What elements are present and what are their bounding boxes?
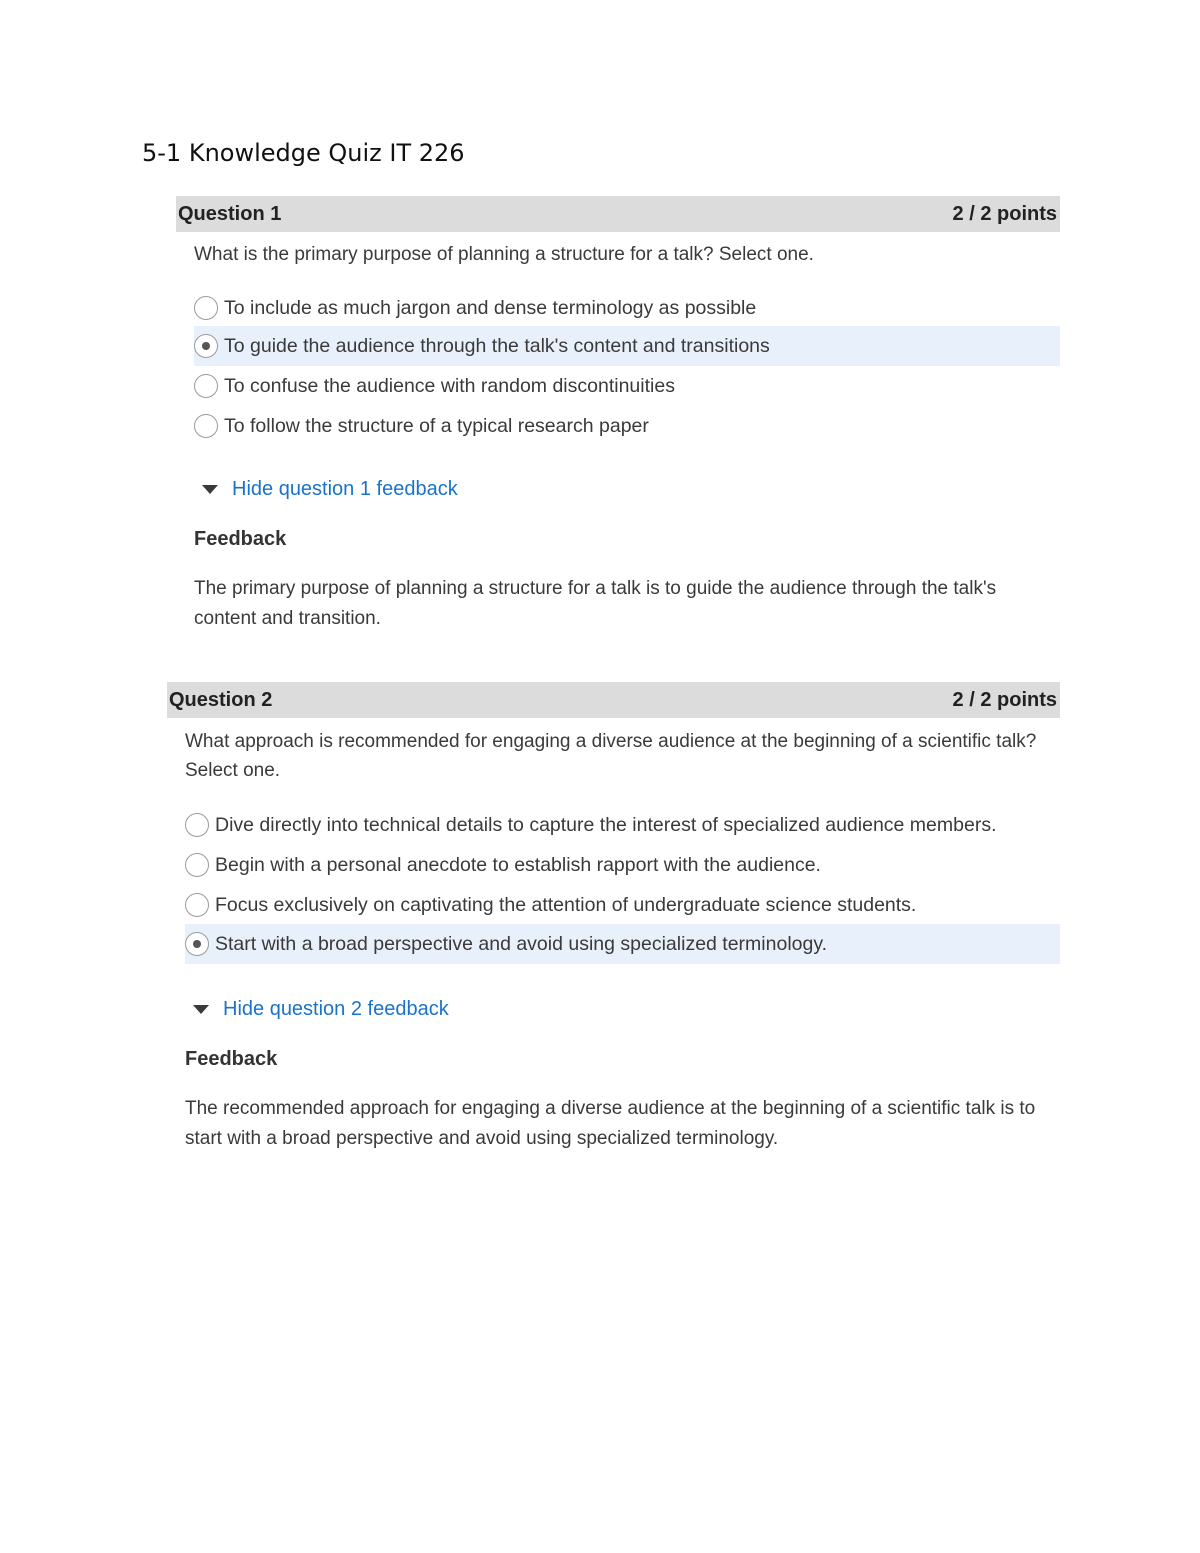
radio-button[interactable] (194, 374, 218, 398)
answer-choice-label: To confuse the audience with random discontinuities (224, 374, 675, 397)
hide-feedback-toggle[interactable] (193, 998, 449, 1021)
radio-button[interactable] (185, 813, 209, 837)
answer-choice-label: Begin with a personal anecdote to establish rapport with the audience. (215, 853, 821, 876)
caret-down-icon (193, 1005, 209, 1014)
feedback-text: The primary purpose of planning a structure for a talk is to guide the audience through the talk's content and transition. (194, 578, 997, 629)
radio-button-checked[interactable] (194, 334, 218, 358)
answer-choice[interactable] (194, 406, 1060, 446)
feedback-text: The recommended approach for engaging a diverse audience at the beginning of a scientific talk is to start with a broad perspective and avoid using specialized terminology. (185, 1098, 1036, 1149)
question-header (167, 682, 1060, 718)
hide-feedback-link[interactable]: Hide question 1 feedback (232, 478, 458, 500)
caret-down-icon (202, 485, 218, 494)
question-score: 2 / 2 points (952, 202, 1057, 225)
answer-choice-label: Focus exclusively on captivating the attention of undergraduate science students. (215, 893, 917, 916)
answer-choice-label: To guide the audience through the talk's content and transitions (224, 334, 770, 357)
answer-choice[interactable] (185, 885, 1060, 925)
feedback-heading: Feedback (194, 528, 287, 550)
radio-button[interactable] (185, 893, 209, 917)
answer-choice-label: To follow the structure of a typical research paper (224, 414, 649, 437)
answer-choice[interactable] (194, 366, 1060, 406)
answer-choice-label: Dive directly into technical details to capture the interest of specialized audience members. (215, 813, 997, 836)
hide-feedback-link[interactable]: Hide question 2 feedback (223, 998, 449, 1020)
answer-choice-label: To include as much jargon and dense terminology as possible (224, 296, 757, 319)
answer-choice[interactable] (185, 845, 1060, 885)
radio-button[interactable] (185, 853, 209, 877)
answer-choice-label: Start with a broad perspective and avoid using specialized terminology. (215, 932, 828, 955)
feedback-heading: Feedback (185, 1048, 278, 1070)
question-score: 2 / 2 points (952, 688, 1057, 711)
answer-choice-selected[interactable] (185, 924, 1060, 964)
answer-choice[interactable] (194, 288, 1060, 328)
radio-button[interactable] (194, 296, 218, 320)
question-header (176, 196, 1060, 232)
question-label: Question 2 (169, 688, 273, 711)
radio-button[interactable] (194, 414, 218, 438)
answer-choice[interactable] (185, 805, 1060, 845)
answer-choice-selected[interactable] (194, 326, 1060, 366)
question-prompt: What is the primary purpose of planning a structure for a talk? Select one. (194, 244, 814, 265)
question-label: Question 1 (178, 202, 282, 225)
radio-button-checked[interactable] (185, 932, 209, 956)
hide-feedback-toggle[interactable] (202, 478, 458, 501)
question-prompt: What approach is recommended for engaging a diverse audience at the beginning of a scientific talk? Select one. (185, 731, 1037, 781)
document-title: 5-1 Knowledge Quiz IT 226 (142, 139, 465, 167)
